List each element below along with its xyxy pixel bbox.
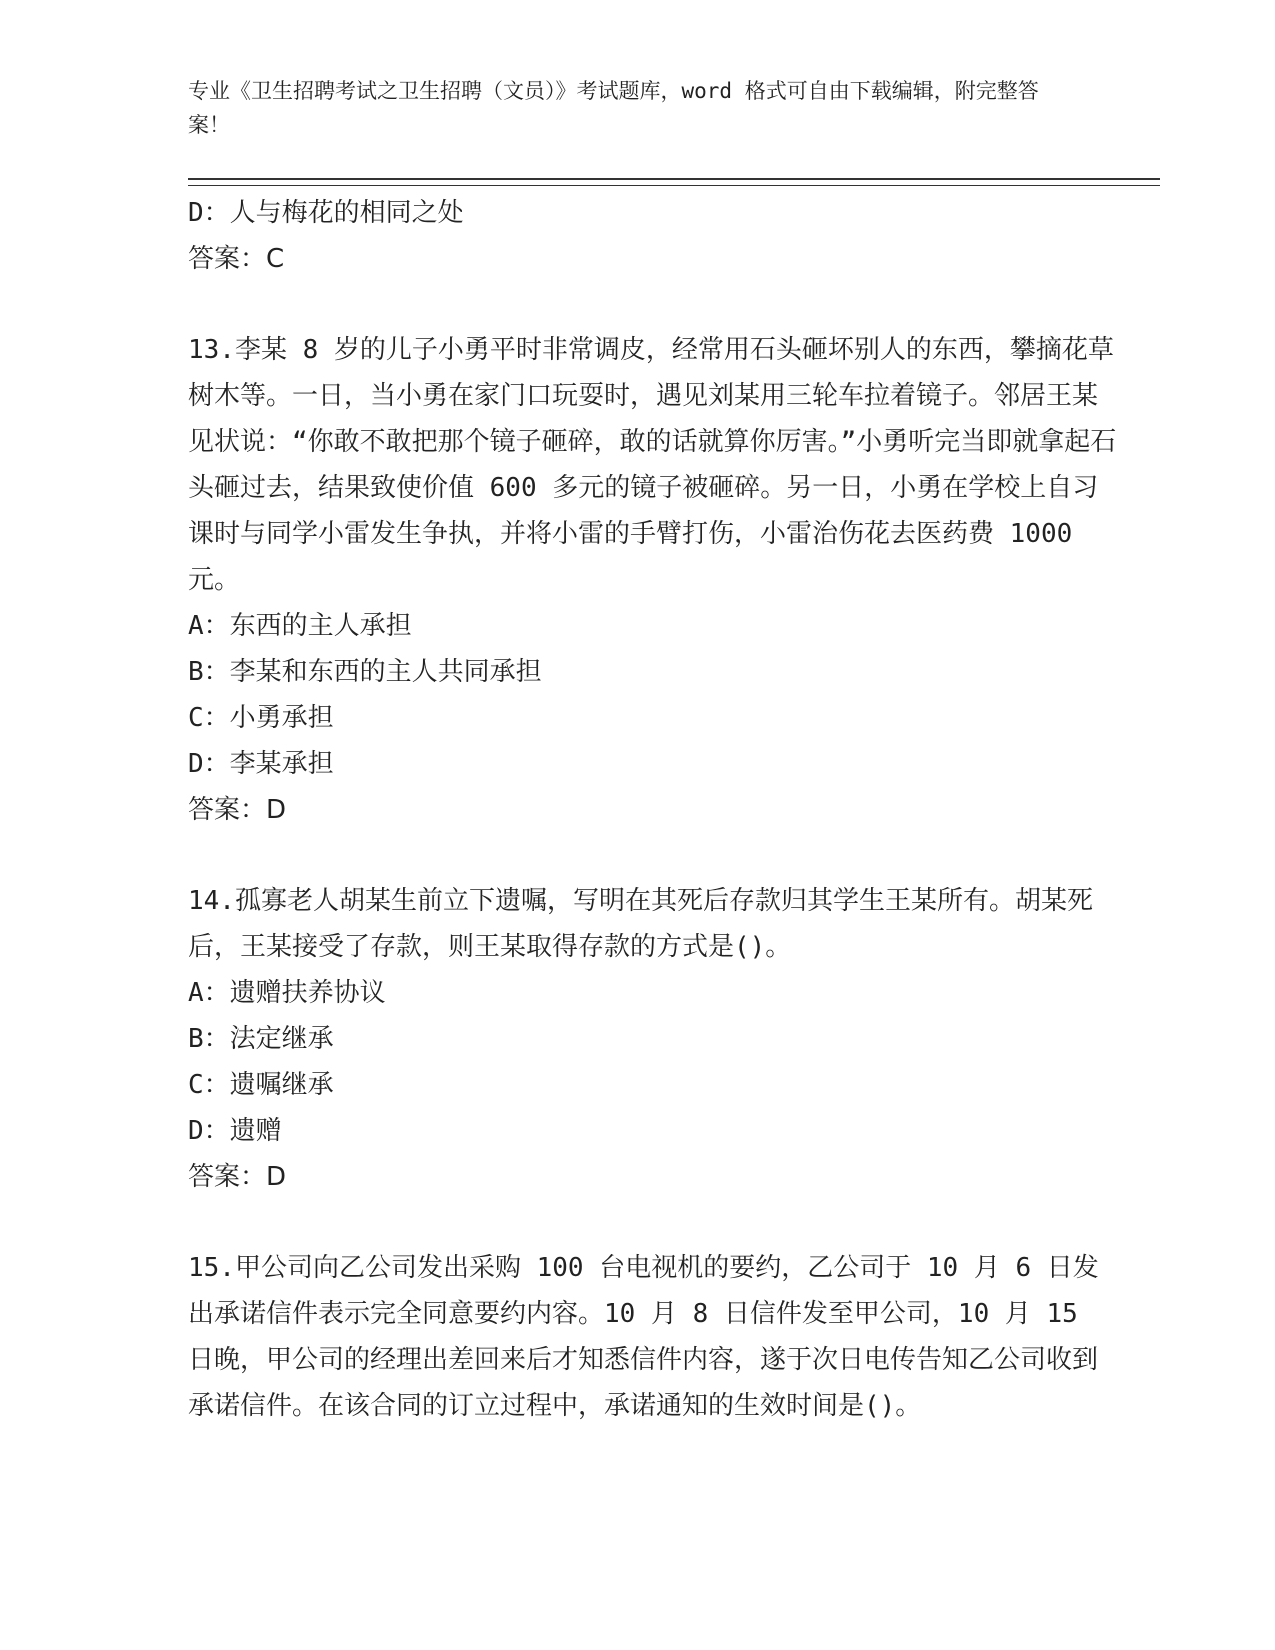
q13-option-d: D：李某承担: [188, 749, 334, 779]
q14-option-d: D：遗赠: [188, 1116, 282, 1146]
spacer: [188, 282, 1163, 327]
q14-option-a: A：遗赠扶养协议: [188, 978, 386, 1008]
document-body: [188, 190, 1163, 1429]
prev-answer: 答案：C: [188, 244, 285, 274]
question-13: 13.李某 8 岁的儿子小勇平时非常调皮，经常用石头砸坏别人的东西，攀摘花草树木等。一日，当小勇在家门口玩耍时，遇见刘某用三轮车拉着镜子。邻居王某见状说：“你敢不敢把那个镜子砸碎，敢的话就算你厉害。”小勇听完当即就拿起石头砸过去，结果致使价值 600 多元的镜子被砸碎。另一日，小勇在学校上自习课时与同学小雷发生争执，并将小雷的手臂打伤，小雷治伤花去医药费 1000 元。: [188, 335, 1117, 595]
q14-option-c: C：遗嘱继承: [188, 1070, 334, 1100]
q13-option-b: B：李某和东西的主人共同承担: [188, 657, 542, 687]
question-15: 15.甲公司向乙公司发出采购 100 台电视机的要约，乙公司于 10 月 6 日发出承诺信件表示完全同意要约内容。10 月 8 日信件发至甲公司，10 月 15 日晚，甲公司的经理出差回来后才知悉信件内容，遂于次日电传告知乙公司收到承诺信件。在该合同的订立过程中，承诺通知的生效时间是()。: [188, 1253, 1099, 1421]
q13-option-c: C：小勇承担: [188, 703, 334, 733]
prev-option-d: D：人与梅花的相同之处: [188, 198, 464, 228]
q14-option-b: B：法定继承: [188, 1024, 334, 1054]
spacer: [188, 1200, 1163, 1245]
spacer: [188, 833, 1163, 878]
question-14: 14.孤寡老人胡某生前立下遗嘱，写明在其死后存款归其学生王某所有。胡某死后，王某接受了存款，则王某取得存款的方式是()。: [188, 886, 1093, 962]
page-header: 专业《卫生招聘考试之卫生招聘（文员）》考试题库，word 格式可自由下载编辑，附完整答案！: [188, 79, 1039, 137]
header-divider: [188, 178, 1160, 186]
q13-answer: 答案：D: [188, 795, 287, 825]
q13-option-a: A：东西的主人承担: [188, 611, 412, 641]
q14-answer: 答案：D: [188, 1162, 287, 1192]
